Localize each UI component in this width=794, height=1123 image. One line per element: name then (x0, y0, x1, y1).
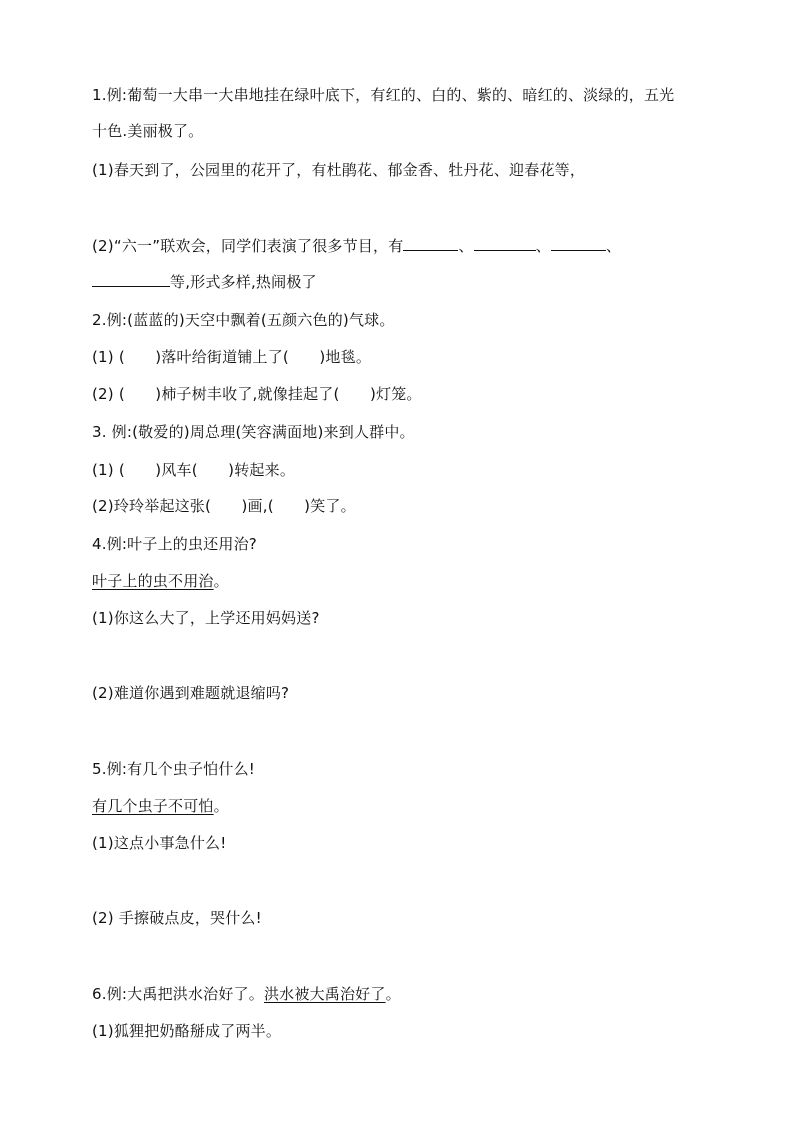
q6-answer-period: 。 (385, 985, 401, 1003)
q1-item-2-line1 (92, 234, 734, 257)
q4-example-answer (92, 570, 734, 592)
q3-item-1: (1) ( )风车( )转起来。 (92, 461, 296, 479)
q1-item-2-line2 (92, 270, 734, 293)
answer-blank[interactable] (551, 234, 606, 251)
q6-example (92, 983, 734, 1005)
q5-answer-underlined: 有几个虫子不可怕 (92, 797, 214, 815)
q6-item-1: (1)狐狸把奶酪掰成了两半。 (92, 1022, 282, 1040)
q1-item-2-text: (2)“六一”联欢会，同学们表演了很多节目，有 (92, 237, 404, 255)
q6-answer-underlined: 洪水被大禹治好了 (263, 985, 386, 1003)
q5-answer-period: 。 (213, 797, 229, 815)
q5-item-1: (1)这点小事急什么! (92, 834, 227, 852)
q4-item-2: (2)难道你遇到难题就退缩吗? (92, 684, 290, 702)
q1-example-line1: 1.例:葡萄一大串一大串地挂在绿叶底下，有红的、白的、紫的、暗红的、淡绿的，五光 (92, 86, 675, 104)
q1-example-line2: 十色.美丽极了。 (92, 122, 204, 140)
q4-example: 4.例:叶子上的虫还用治? (92, 535, 257, 553)
q2-example: 2.例:(蓝蓝的)天空中飘着(五颜六色的)气球。 (92, 311, 395, 329)
q2-item-2: (2) ( )柿子树丰收了,就像挂起了( )灯笼。 (92, 385, 422, 403)
q3-example: 3. 例:(敬爱的)周总理(笑容满面地)来到人群中。 (92, 423, 415, 441)
answer-blank[interactable] (403, 234, 458, 251)
q5-example-answer (92, 795, 734, 817)
q6-example-text: 6.例:大禹把洪水治好了。 (92, 985, 264, 1003)
separator: 、 (458, 237, 474, 255)
q1-item-1: (1)春天到了，公园里的花开了，有杜鹃花、郁金香、牡丹花、迎春花等， (92, 161, 586, 179)
separator: 、 (535, 237, 551, 255)
separator: 、 (605, 237, 622, 255)
q1-item-2-ending: 等,形式多样,热闹极了 (170, 273, 317, 291)
q4-item-1: (1)你这么大了，上学还用妈妈送? (92, 609, 320, 627)
q2-item-1: (1) ( )落叶给街道铺上了( )地毯。 (92, 348, 372, 366)
q5-example: 5.例:有几个虫子怕什么! (92, 760, 255, 778)
q4-answer-underlined: 叶子上的虫不用治 (92, 572, 214, 590)
q3-item-2: (2)玲玲举起这张( )画,( )笑了。 (92, 497, 356, 515)
answer-blank[interactable] (92, 270, 170, 287)
q5-item-2: (2) 手擦破点皮，哭什么! (92, 909, 262, 927)
answer-blank[interactable] (474, 234, 536, 251)
q4-answer-period: 。 (213, 572, 229, 590)
